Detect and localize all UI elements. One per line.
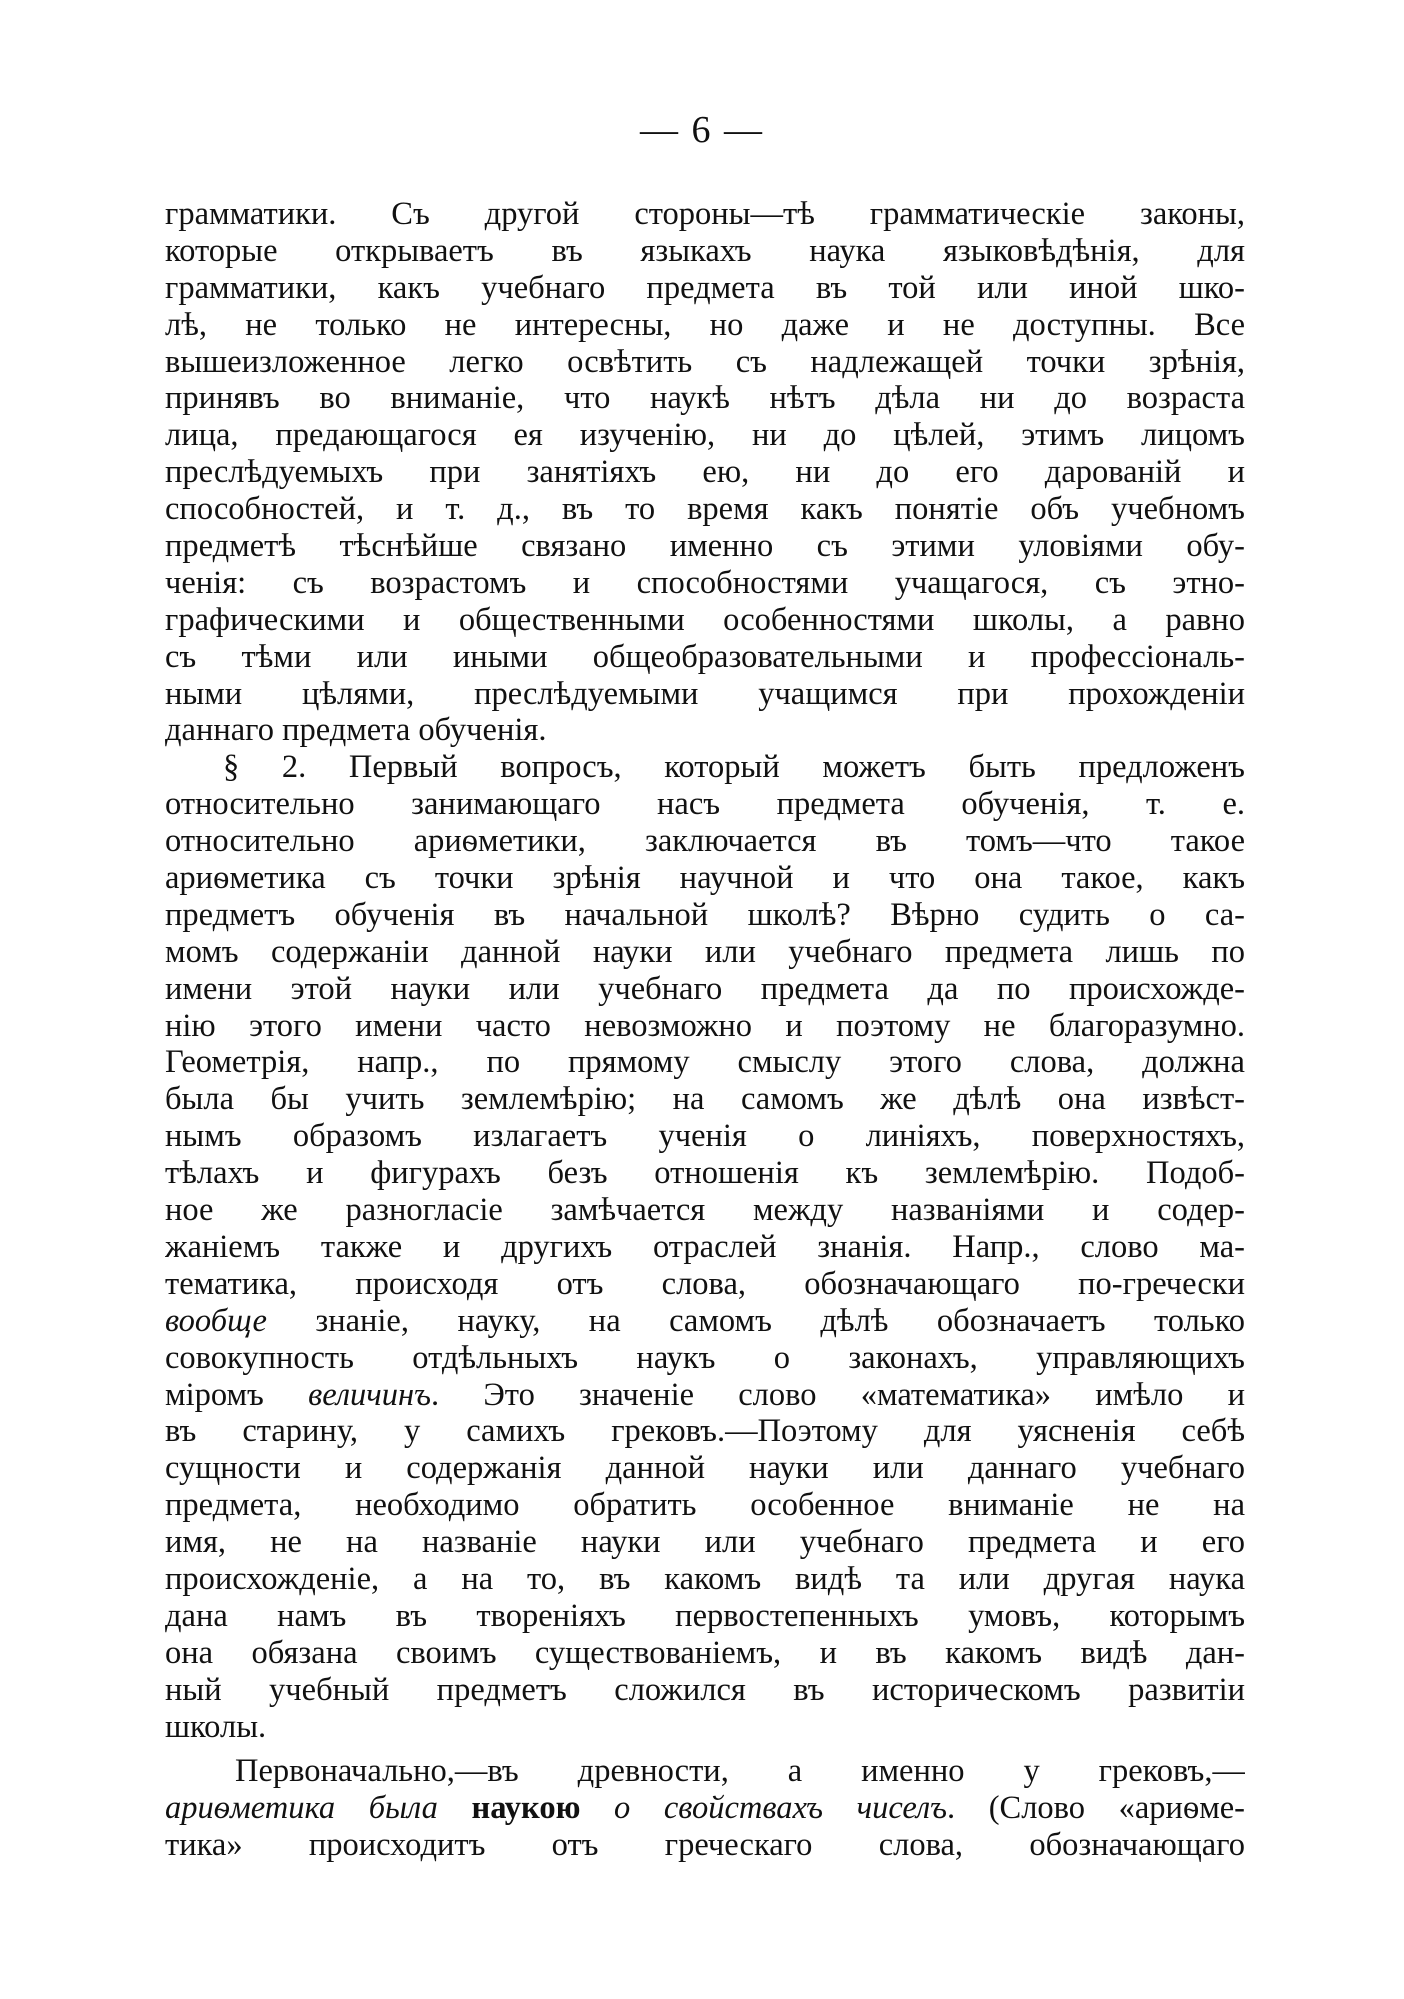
italic-phrase: о свойствахъ чиселъ <box>614 1790 947 1827</box>
text-line-with-emphasis: ариѳметика была наукою о свойствахъ чиселъ. (Слово «ариѳме- <box>165 1790 1245 1827</box>
text-line: лѣ, не только не интересны, но даже и не доступны. Все <box>165 306 1245 343</box>
text-line: тика» происходитъ отъ греческаго слова, обозначающаго <box>165 1827 1245 1864</box>
text-line: даннаго предмета обученія. <box>165 712 547 749</box>
text-line: ный учебный предметъ сложился въ историческомъ развитіи <box>165 1671 1245 1708</box>
text-line: тѣлахъ и фигурахъ безъ отношенія къ землемѣрію. Подоб- <box>165 1155 1245 1192</box>
text-line: преслѣдуемыхъ при занятіяхъ ею, ни до его дарованій и <box>165 454 1245 491</box>
text-line: тематика, происходя отъ слова, обозначающаго по-гречески <box>165 1265 1245 1302</box>
text-line: въ старину, у самихъ грековъ.—Поэтому для уясненія себѣ <box>165 1413 1245 1450</box>
text-line: жаніемъ также и другихъ отраслей знанія. Напр., слово ма- <box>165 1228 1245 1265</box>
paragraph-3 <box>165 1753 1245 1864</box>
text-line: графическими и общественными особенностями школы, а равно <box>165 601 1245 638</box>
text-line: которые открываетъ въ языкахъ наука языковѣдѣнія, для <box>165 232 1245 269</box>
text-line: Первоначально,—въ древности, а именно у грековъ,— <box>235 1753 1245 1790</box>
italic-word: вообще <box>165 1302 267 1339</box>
text-line: грамматики. Съ другой стороны—тѣ грамматическіе законы, <box>165 196 1245 232</box>
bold-word: наукою <box>471 1790 581 1827</box>
italic-word: величинъ <box>308 1376 431 1413</box>
page-number: — 6 — <box>640 109 764 151</box>
text-line: она обязана своимъ существованіемъ, и въ какомъ видѣ дан- <box>165 1634 1245 1671</box>
paragraph-gap <box>165 1745 1245 1753</box>
text-line: нымъ образомъ излагаетъ ученія о линіяхъ, поверхностяхъ, <box>165 1118 1245 1155</box>
paragraph-1 <box>165 196 1245 749</box>
text-line: съ тѣми или иными общеобразовательными и профессіональ- <box>165 638 1245 675</box>
text-line: предмета, необходимо обратить особенное вниманіе не на <box>165 1487 1245 1524</box>
body-text <box>165 196 1245 1864</box>
text-line: совокупность отдѣльныхъ наукъ о законахъ, управляющихъ <box>165 1339 1245 1376</box>
italic-phrase: ариѳметика была <box>165 1790 438 1827</box>
text-line: предметѣ тѣснѣйше связано именно съ этими уловіями обу- <box>165 528 1245 565</box>
text-line: имени этой науки или учебнаго предмета да по происхожде- <box>165 970 1245 1007</box>
text-line: происхожденіе, а на то, въ какомъ видѣ та или другая наука <box>165 1560 1245 1597</box>
text-line: способностей, и т. д., въ то время какъ понятіе объ учебномъ <box>165 491 1245 528</box>
text-line: имя, не на названіе науки или учебнаго предмета и его <box>165 1524 1245 1561</box>
text-line: предметъ обученія въ начальной школѣ? Вѣрно судить о са- <box>165 896 1245 933</box>
text-line: грамматики, какъ учебнаго предмета въ той или иной шко- <box>165 269 1245 306</box>
text-line: лица, предающагося ея изученію, ни до цѣлей, этимъ лицомъ <box>165 417 1245 454</box>
text-line: относительно занимающаго насъ предмета обученія, т. е. <box>165 786 1245 823</box>
text-line: вышеизложенное легко освѣтить съ надлежащей точки зрѣнія, <box>165 343 1245 380</box>
text-line: ное же разногласіе замѣчается между названіями и содер- <box>165 1192 1245 1229</box>
text-line: ными цѣлями, преслѣдуемыми учащимся при прохожденіи <box>165 675 1245 712</box>
text-line: дана намъ въ твореніяхъ первостепенныхъ умовъ, которымъ <box>165 1597 1245 1634</box>
text-line: нію этого имени часто невозможно и поэтому не благоразумно. <box>165 1007 1245 1044</box>
text-line: ариѳметика съ точки зрѣнія научной и что она такое, какъ <box>165 860 1245 897</box>
text-line-with-emphasis: вообще знаніе, науку, на самомъ дѣлѣ обозначаетъ только <box>165 1302 1245 1339</box>
text-line: сущности и содержанія данной науки или даннаго учебнаго <box>165 1450 1245 1487</box>
text-line: § 2. Первый вопросъ, который можетъ быть предложенъ <box>223 749 1245 786</box>
text-line-with-emphasis: міромъ величинъ. Это значеніе слово «математика» имѣло и <box>165 1376 1245 1413</box>
text-line: Геометрія, напр., по прямому смыслу этого слова, должна <box>165 1044 1245 1081</box>
text-line: принявъ во вниманіе, что наукѣ нѣтъ дѣла ни до возраста <box>165 380 1245 417</box>
text-line: ченія: съ возрастомъ и способностями учащагося, съ этно- <box>165 564 1245 601</box>
text-line: была бы учить землемѣрію; на самомъ же дѣлѣ она извѣст- <box>165 1081 1245 1118</box>
text-line: относительно ариѳметики, заключается въ томъ—что такое <box>165 823 1245 860</box>
paragraph-2 <box>165 749 1245 1745</box>
text-line: школы. <box>165 1708 267 1745</box>
text-line: момъ содержаніи данной науки или учебнаго предмета лишь по <box>165 933 1245 970</box>
